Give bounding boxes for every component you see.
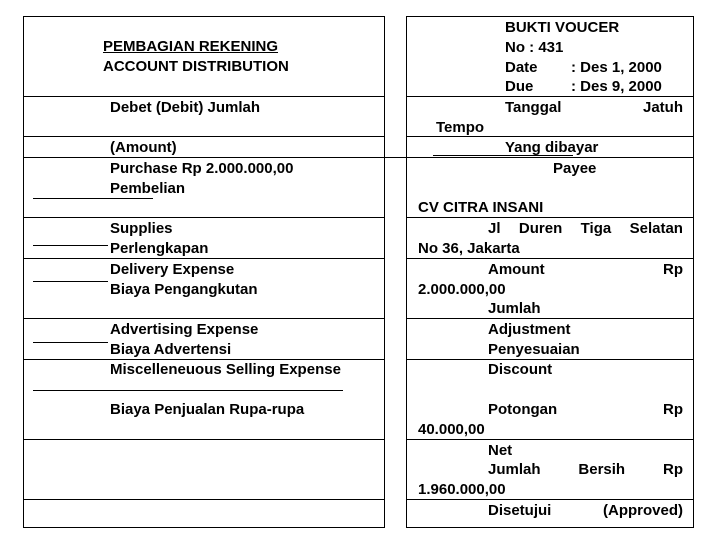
left-row-divider — [23, 157, 384, 158]
jumlah-bersih-word: Jumlah — [488, 461, 541, 478]
tanggal-word: Tanggal — [505, 99, 562, 116]
address-word: Jl — [488, 220, 501, 237]
due-value: : Des 9, 2000 — [571, 78, 662, 95]
due-label: Due — [505, 78, 534, 95]
advertising-en: Advertising Expense — [110, 321, 259, 338]
address-line1 — [488, 219, 683, 239]
right-table-left-border — [406, 16, 407, 528]
company-name: CV CITRA INSANI — [418, 199, 544, 216]
penyesuaian-label: Penyesuaian — [488, 341, 580, 358]
tanggal-jatuh-line — [505, 98, 683, 118]
advertising-id: Biaya Advertensi — [110, 341, 232, 358]
right-table-bottom-border — [406, 527, 693, 528]
voucher-title: BUKTI VOUCER — [505, 19, 620, 36]
address-word: Tiga — [580, 220, 612, 237]
yang-dibayar-label: Yang dibayar — [505, 139, 599, 156]
header-title: PEMBAGIAN REKENING — [103, 38, 279, 55]
supplies-underline — [33, 245, 108, 246]
left-table-left-border — [23, 16, 24, 528]
tempo-label: Tempo — [436, 119, 485, 136]
potongan-line — [488, 400, 683, 420]
rp-label: Rp — [663, 261, 683, 278]
date-value: : Des 1, 2000 — [571, 59, 662, 76]
jatuh-word: Jatuh — [642, 99, 683, 116]
misc-id: Biaya Penjualan Rupa-rupa — [110, 401, 305, 418]
delivery-en: Delivery Expense — [110, 261, 235, 278]
misc-underline — [33, 390, 343, 391]
right-table-right-border — [693, 16, 694, 528]
amount-line — [488, 260, 683, 280]
approval-line — [488, 501, 683, 521]
advertising-underline — [33, 342, 108, 343]
rp-label: Rp — [662, 461, 683, 478]
delivery-underline — [33, 281, 108, 282]
purchase-line: Purchase Rp 2.000.000,00 — [110, 160, 294, 177]
left-row-divider — [23, 439, 384, 440]
jumlah-label: Jumlah — [488, 300, 541, 317]
left-row-divider — [23, 217, 384, 218]
left-table-top-border — [23, 16, 384, 17]
right-table-top-border — [406, 16, 693, 17]
right-row-divider — [406, 318, 693, 319]
discount-value: 40.000,00 — [418, 421, 485, 438]
delivery-id: Biaya Pengangkutan — [110, 281, 258, 298]
jumlah-bersih-line — [488, 460, 683, 480]
left-row-divider — [23, 499, 384, 500]
amount-label: (Amount) — [110, 139, 177, 156]
left-row-divider — [23, 136, 384, 137]
address-word: Selatan — [629, 220, 683, 237]
amount-value: 2.000.000,00 — [418, 281, 506, 298]
left-table-right-border — [384, 16, 385, 528]
address-word: Duren — [518, 220, 563, 237]
net-label: Net — [488, 442, 513, 459]
potongan-label: Potongan — [488, 401, 558, 418]
net-value: 1.960.000,00 — [418, 481, 506, 498]
purchase-id: Pembelian — [110, 180, 186, 197]
payee-label: Payee — [553, 160, 597, 177]
discount-label: Discount — [488, 361, 553, 378]
left-table-bottom-border — [23, 527, 384, 528]
misc-en: Miscelleneuous Selling Expense — [110, 361, 341, 378]
left-row-divider — [23, 96, 384, 97]
adjustment-label: Adjustment — [488, 321, 571, 338]
supplies-en: Supplies — [110, 220, 173, 237]
debit-label: Debet (Debit) Jumlah — [110, 99, 261, 116]
disetujui-label: Disetujui — [488, 502, 552, 519]
jumlah-bersih-word: Bersih — [578, 461, 626, 478]
date-label: Date — [505, 59, 538, 76]
voucher-number: No : 431 — [505, 39, 564, 56]
left-row-divider — [23, 318, 384, 319]
approved-label: (Approved) — [603, 502, 683, 519]
rp-label: Rp — [663, 401, 683, 418]
amount-label-right: Amount — [488, 261, 545, 278]
header-subtitle: ACCOUNT DISTRIBUTION — [103, 58, 289, 75]
address-line2: No 36, Jakarta — [418, 240, 520, 257]
supplies-id: Perlengkapan — [110, 240, 209, 257]
